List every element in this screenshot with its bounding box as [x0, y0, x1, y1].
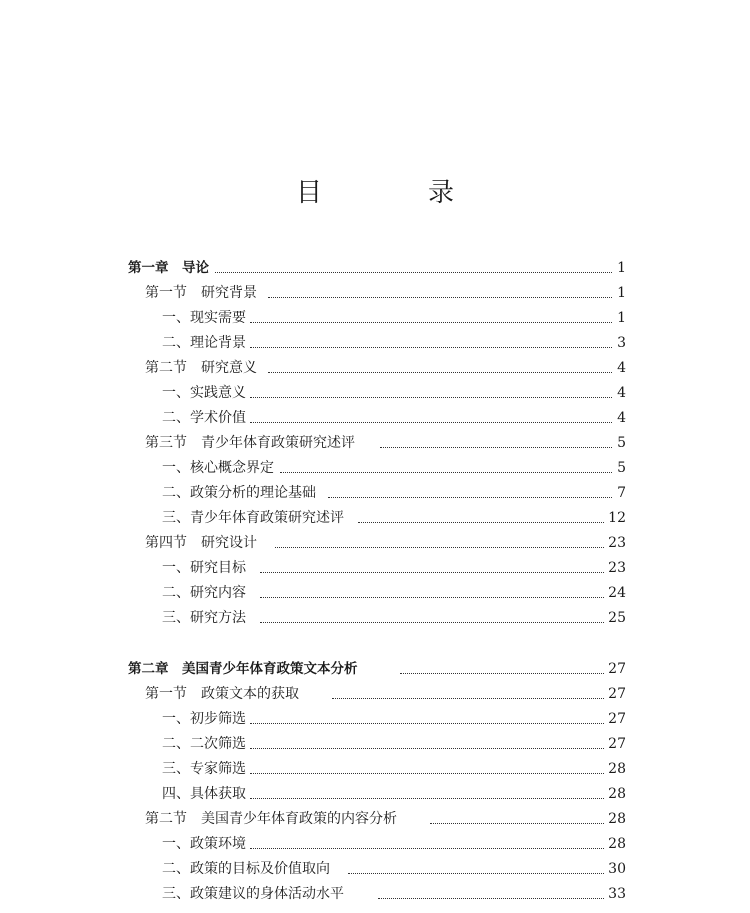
- toc-entry-subsection[interactable]: [0, 709, 750, 733]
- entry-title: 四、具体获取: [162, 784, 250, 804]
- toc-entry-subsection[interactable]: [0, 734, 750, 758]
- entry-page-number: 23: [604, 558, 626, 578]
- dot-leader: [430, 823, 606, 824]
- entry-title: 一、现实需要: [162, 308, 250, 328]
- toc-entry-section[interactable]: [0, 283, 750, 307]
- toc-entry-subsection[interactable]: [0, 458, 750, 482]
- entry-page-number: 12: [604, 508, 626, 528]
- entry-page-number: 1: [613, 283, 626, 303]
- toc-entry-section[interactable]: [0, 533, 750, 557]
- entry-title: 二、政策分析的理论基础: [162, 483, 320, 503]
- dot-leader: [380, 447, 616, 448]
- entry-title: 第一节 研究背景: [145, 283, 261, 303]
- toc-entry-section[interactable]: [0, 358, 750, 382]
- toc-entry-subsection[interactable]: [0, 859, 750, 883]
- entry-title: 第三节 青少年体育政策研究述评: [145, 433, 359, 453]
- dot-leader: [250, 848, 606, 849]
- dot-leader: [215, 272, 616, 273]
- entry-title: 第二节 研究意义: [145, 358, 261, 378]
- dot-leader: [250, 322, 616, 323]
- toc-entry-subsection[interactable]: [0, 383, 750, 407]
- entry-page-number: 27: [604, 734, 626, 754]
- entry-title: 二、政策的目标及价值取向: [162, 859, 334, 879]
- entry-title: 一、政策环境: [162, 834, 250, 854]
- dot-leader: [260, 597, 606, 598]
- toc-entry-subsection[interactable]: [0, 483, 750, 507]
- entry-title: 第二章 美国青少年体育政策文本分析: [128, 659, 362, 679]
- entry-title: 一、初步筛选: [162, 709, 250, 729]
- entry-page-number: 28: [604, 809, 626, 829]
- dot-leader: [260, 572, 606, 573]
- dot-leader: [328, 497, 616, 498]
- entry-title: 三、青少年体育政策研究述评: [162, 508, 348, 528]
- toc-entry-subsection[interactable]: [0, 558, 750, 582]
- toc-entry-section[interactable]: [0, 433, 750, 457]
- toc-entry-section[interactable]: [0, 684, 750, 708]
- entry-page-number: 27: [604, 659, 626, 679]
- entry-page-number: 24: [604, 583, 626, 603]
- dot-leader: [348, 873, 606, 874]
- dot-leader: [280, 472, 616, 473]
- entry-title: 三、专家筛选: [162, 759, 250, 779]
- dot-leader: [250, 798, 606, 799]
- entry-page-number: 28: [604, 834, 626, 854]
- entry-title: 一、实践意义: [162, 383, 250, 403]
- toc-entry-section[interactable]: [0, 809, 750, 833]
- toc-entry-subsection[interactable]: [0, 834, 750, 858]
- dot-leader: [378, 898, 606, 899]
- entry-page-number: 27: [604, 709, 626, 729]
- toc-entry-subsection[interactable]: [0, 784, 750, 808]
- dot-leader: [250, 773, 606, 774]
- toc-entry-subsection[interactable]: [0, 508, 750, 532]
- entry-page-number: 4: [613, 383, 626, 403]
- entry-page-number: 5: [613, 433, 626, 453]
- entry-page-number: 30: [604, 859, 626, 879]
- dot-leader: [250, 347, 616, 348]
- dot-leader: [250, 748, 606, 749]
- entry-title: 一、核心概念界定: [162, 458, 278, 478]
- entry-title: 三、政策建议的身体活动水平: [162, 884, 348, 904]
- entry-page-number: 7: [613, 483, 626, 503]
- entry-page-number: 28: [604, 759, 626, 779]
- entry-title: 第一节 政策文本的获取: [145, 684, 303, 704]
- dot-leader: [250, 397, 616, 398]
- entry-title: 第二节 美国青少年体育政策的内容分析: [145, 809, 401, 829]
- toc-entry-subsection[interactable]: [0, 308, 750, 332]
- entry-title: 第四节 研究设计: [145, 533, 261, 553]
- entry-page-number: 1: [613, 258, 626, 278]
- dot-leader: [358, 522, 610, 523]
- toc-entry-subsection[interactable]: [0, 884, 750, 908]
- toc-entry-subsection[interactable]: [0, 408, 750, 432]
- entry-page-number: 27: [604, 684, 626, 704]
- entry-title: 三、研究方法: [162, 608, 250, 628]
- entry-page-number: 1: [613, 308, 626, 328]
- dot-leader: [250, 422, 616, 423]
- dot-leader: [268, 297, 616, 298]
- toc-entry-subsection[interactable]: [0, 759, 750, 783]
- entry-title: 二、二次筛选: [162, 734, 250, 754]
- entry-title: 二、学术价值: [162, 408, 250, 428]
- entry-title: 第一章 导论: [128, 258, 213, 278]
- entry-page-number: 4: [613, 358, 626, 378]
- toc-entry-subsection[interactable]: [0, 608, 750, 632]
- entry-page-number: 4: [613, 408, 626, 428]
- dot-leader: [268, 372, 616, 373]
- entry-page-number: 3: [613, 333, 626, 353]
- dot-leader: [250, 723, 606, 724]
- toc-entry-subsection[interactable]: [0, 583, 750, 607]
- entry-page-number: 25: [604, 608, 626, 628]
- entry-title: 二、理论背景: [162, 333, 250, 353]
- dot-leader: [400, 673, 606, 674]
- toc-entry-subsection[interactable]: [0, 333, 750, 357]
- entry-page-number: 23: [604, 533, 626, 553]
- dot-leader: [260, 622, 606, 623]
- toc-entry-chapter[interactable]: [0, 258, 750, 282]
- toc-entry-chapter[interactable]: [0, 659, 750, 683]
- toc-title: 目 录: [295, 178, 494, 208]
- entry-page-number: 28: [604, 784, 626, 804]
- dot-leader: [332, 698, 606, 699]
- dot-leader: [275, 547, 606, 548]
- entry-title: 二、研究内容: [162, 583, 250, 603]
- entry-page-number: 33: [604, 884, 626, 904]
- entry-title: 一、研究目标: [162, 558, 250, 578]
- entry-page-number: 5: [613, 458, 626, 478]
